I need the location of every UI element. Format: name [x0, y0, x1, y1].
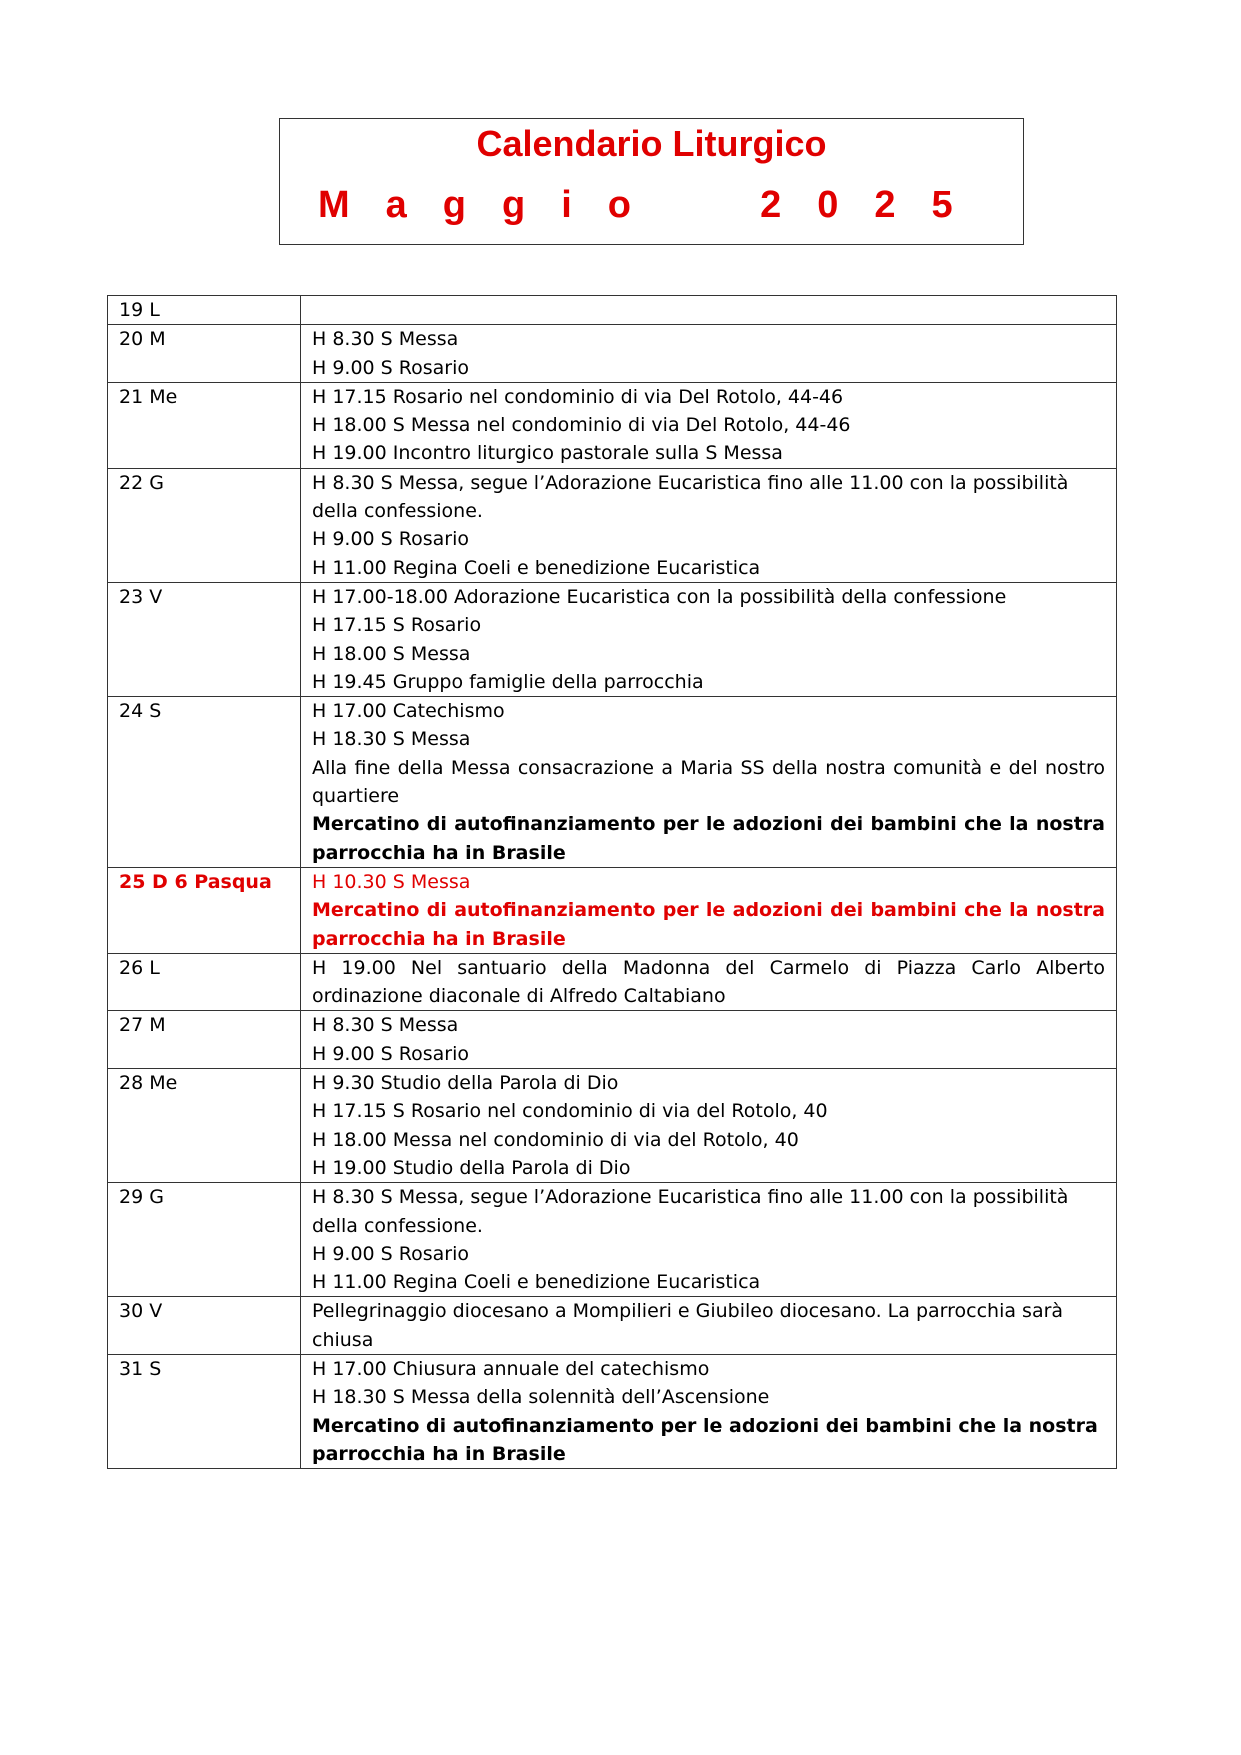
fundraiser-note: Mercatino di autofinanziamento per le adozioni dei bambini che la nostra parrocchia ha in Brasile	[312, 813, 1105, 864]
table-row	[108, 1297, 1117, 1355]
day-cell: 28 Me	[108, 1069, 301, 1183]
event-line: H 9.00 S Rosario	[312, 356, 470, 379]
event-line: H 18.00 Messa nel condominio di via del Rotolo, 40	[312, 1128, 799, 1151]
event-line: H 9.00 S Rosario	[312, 1042, 470, 1065]
events-cell	[301, 468, 1117, 582]
event-line: H 18.30 S Messa della solennità dell’Ascensione	[312, 1386, 770, 1409]
calendar-table	[107, 295, 1117, 1469]
table-row	[108, 296, 1117, 325]
day-cell: 22 G	[108, 468, 301, 582]
day-cell: 30 V	[108, 1297, 301, 1355]
events-cell	[301, 1297, 1117, 1355]
event-line: H 18.30 S Messa	[312, 728, 471, 751]
events-cell	[301, 382, 1117, 468]
events-cell	[301, 1183, 1117, 1297]
table-row	[108, 1183, 1117, 1297]
event-line: H 17.15 S Rosario	[312, 614, 482, 637]
table-row	[108, 1354, 1117, 1468]
table-row	[108, 953, 1117, 1011]
table-row	[108, 1011, 1117, 1069]
title-box	[279, 118, 1024, 245]
event-line: H 17.00-18.00 Adorazione Eucaristica con la possibilità della confessione	[312, 585, 1007, 608]
day-cell-sunday: 25 D 6 Pasqua	[108, 867, 301, 953]
event-line: H 9.30 Studio della Parola di Dio	[312, 1072, 619, 1095]
fundraiser-note: Mercatino di autofinanziamento per le adozioni dei bambini che la nostra parrocchia ha in Brasile	[312, 1414, 1098, 1465]
day-cell: 29 G	[108, 1183, 301, 1297]
table-row	[108, 867, 1117, 953]
event-line: H 8.30 S Messa, segue l’Adorazione Eucaristica fino alle 11.00 con la possibilità della confessione.	[312, 471, 1069, 523]
page-title: Calendario Liturgico	[476, 123, 827, 164]
event-line: H 18.00 S Messa	[312, 642, 471, 665]
table-row	[108, 325, 1117, 383]
events-cell	[301, 296, 1117, 325]
day-cell: 31 S	[108, 1354, 301, 1468]
day-cell: 27 M	[108, 1011, 301, 1069]
event-line: H 8.30 S Messa	[312, 328, 459, 351]
event-line: H 11.00 Regina Coeli e benedizione Eucaristica	[312, 556, 761, 579]
event-line: H 17.00 Catechismo	[312, 700, 505, 723]
day-cell: 23 V	[108, 582, 301, 696]
table-row	[108, 382, 1117, 468]
event-line: H 19.00 Incontro liturgico pastorale sulla S Messa	[312, 442, 783, 465]
event-line: H 8.30 S Messa	[312, 1014, 459, 1037]
day-cell: 19 L	[108, 296, 301, 325]
events-cell	[301, 867, 1117, 953]
events-cell	[301, 1011, 1117, 1069]
events-cell	[301, 697, 1117, 868]
events-cell	[301, 953, 1117, 1011]
table-row	[108, 697, 1117, 868]
event-line: Pellegrinaggio diocesano a Mompilieri e Giubileo diocesano. La parrocchia sarà chiusa	[312, 1300, 1064, 1351]
event-line: H 17.15 S Rosario nel condominio di via del Rotolo, 40	[312, 1100, 828, 1123]
day-cell: 24 S	[108, 697, 301, 868]
event-line: H 10.30 S Messa	[312, 870, 471, 893]
event-line: H 19.45 Gruppo famiglie della parrocchia	[312, 670, 704, 693]
events-cell	[301, 1069, 1117, 1183]
table-row	[108, 468, 1117, 582]
day-cell: 26 L	[108, 953, 301, 1011]
event-line: H 17.15 Rosario nel condominio di via Del Rotolo, 44-46	[312, 385, 844, 408]
day-cell: 20 M	[108, 325, 301, 383]
day-cell: 21 Me	[108, 382, 301, 468]
event-line: H 11.00 Regina Coeli e benedizione Eucaristica	[312, 1271, 761, 1294]
event-line: H 17.00 Chiusura annuale del catechismo	[312, 1357, 710, 1380]
events-cell	[301, 325, 1117, 383]
table-row	[108, 1069, 1117, 1183]
event-line: H 8.30 S Messa, segue l’Adorazione Eucaristica fino alle 11.00 con la possibilità della confessione.	[312, 1186, 1069, 1237]
events-cell	[301, 1354, 1117, 1468]
event-line: H 9.00 S Rosario	[312, 528, 470, 551]
fundraiser-note: Mercatino di autofinanziamento per le adozioni dei bambini che la nostra parrocchia ha in Brasile	[312, 899, 1105, 950]
event-line: H 19.00 Nel santuario della Madonna del Carmelo di Piazza Carlo Alberto ordinazione diaconale di Alfredo Caltabiano	[312, 956, 1105, 1008]
event-line: H 9.00 S Rosario	[312, 1242, 470, 1265]
event-line: H 19.00 Studio della Parola di Dio	[312, 1156, 631, 1179]
table-row	[108, 582, 1117, 696]
event-line: Alla fine della Messa consacrazione a Maria SS della nostra comunità e del nostro quartiere	[312, 756, 1105, 808]
event-line: H 18.00 S Messa nel condominio di via Del Rotolo, 44-46	[312, 414, 851, 437]
month-year-heading: Maggio 2025	[318, 184, 989, 226]
events-cell	[301, 582, 1117, 696]
